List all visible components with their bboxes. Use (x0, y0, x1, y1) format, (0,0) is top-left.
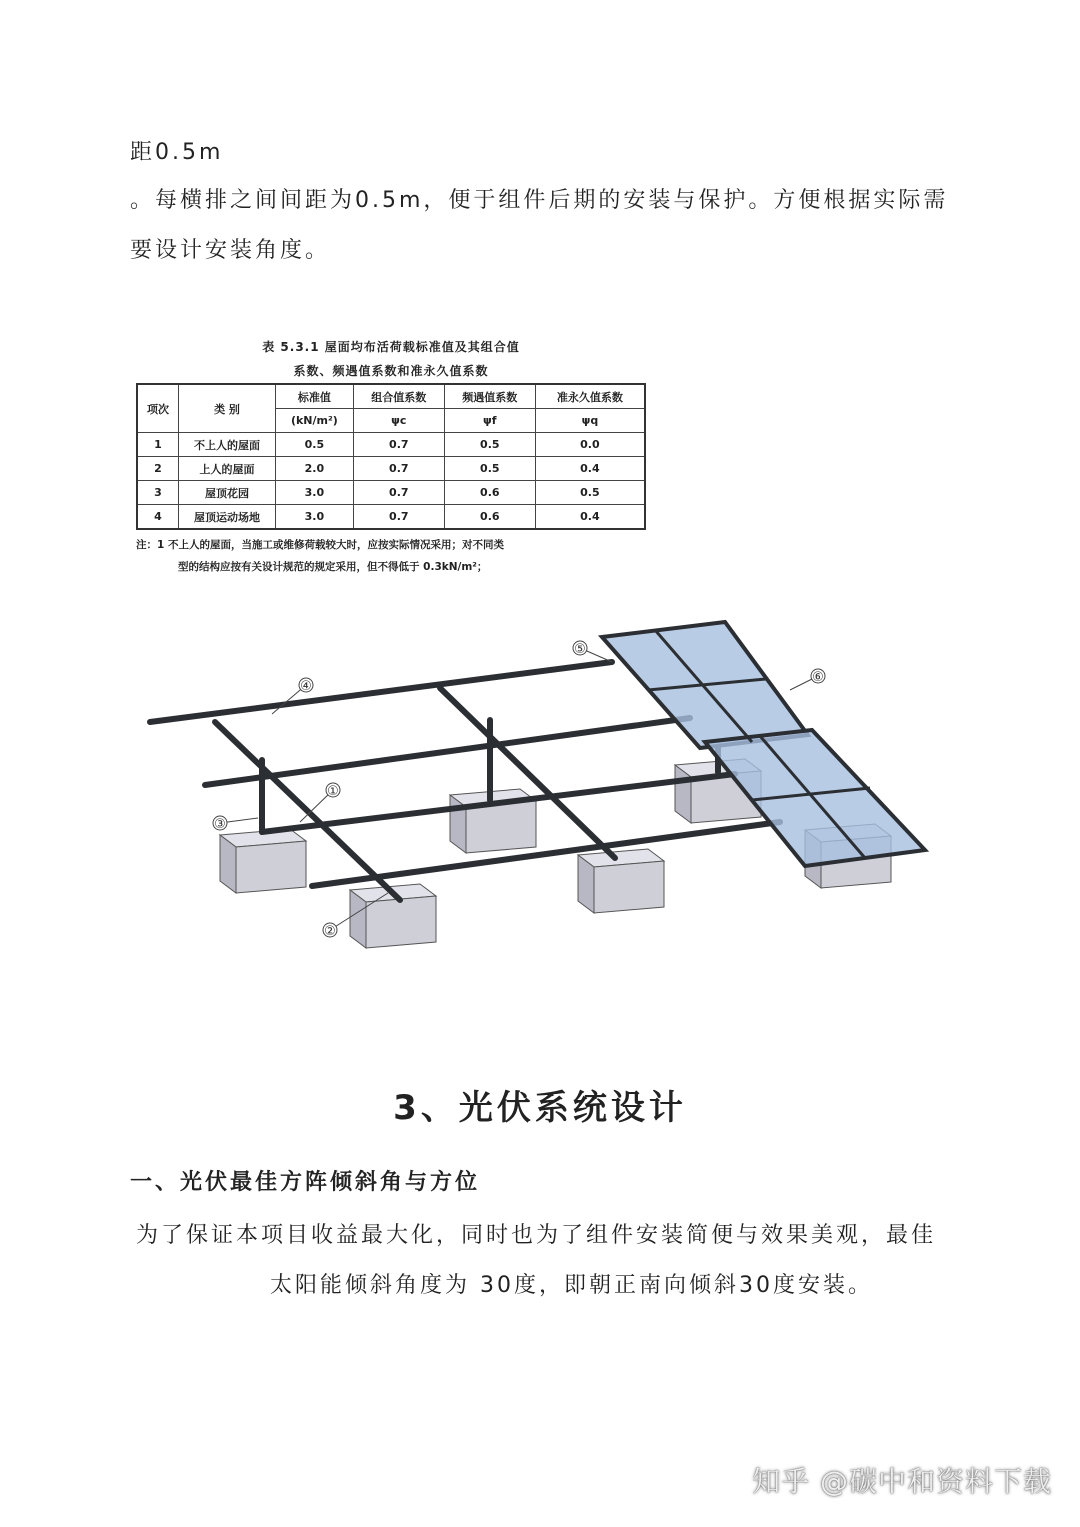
table-cell: 0.6 (444, 505, 535, 530)
section-subtitle: 一、光伏最佳方阵倾斜角与方位 (130, 1170, 481, 1195)
callout-label (213, 816, 258, 832)
table-cell: 2.0 (276, 457, 354, 481)
paragraph-line: 要设计安装角度。 (130, 238, 331, 263)
header-cell: ψc (353, 409, 444, 433)
table-cell: 0.0 (535, 433, 645, 457)
table-cell: 1 (137, 433, 179, 457)
header-cell: 组合值系数 (353, 384, 444, 409)
table-cell: 3.0 (276, 505, 354, 530)
concrete-block (220, 829, 306, 893)
header-cell: 类 别 (179, 384, 276, 433)
callout-number: ⑥ (812, 670, 824, 685)
table-cell: 0.5 (535, 481, 645, 505)
table-cell: 0.4 (535, 457, 645, 481)
table-cell: 0.6 (444, 481, 535, 505)
table-cell: 上人的屋面 (179, 457, 276, 481)
table-cell: 0.5 (444, 433, 535, 457)
body-line: 为了保证本项目收益最大化，同时也为了组件安装简便与效果美观，最佳 (136, 1223, 937, 1248)
callout-label (790, 669, 825, 690)
header-cell: 标准值 (276, 384, 354, 409)
table-cell: 3.0 (276, 481, 354, 505)
table-cell: 2 (137, 457, 179, 481)
note-line: 型的结构应按有关设计规范的规定采用，但不得低于 0.3kN/m²； (178, 561, 488, 573)
paragraph-line: 。每横排之间间距为0.5m，便于组件后期的安装与保护。方便根据实际需 (130, 188, 949, 213)
table-cell: 3 (137, 481, 179, 505)
concrete-block (578, 849, 664, 913)
callout-number: ② (324, 924, 336, 939)
callout-number: ③ (214, 817, 226, 832)
solar-panels (602, 622, 925, 866)
table-cell: 不上人的屋面 (179, 433, 276, 457)
table-caption: 表 5.3.1 屋面均布活荷载标准值及其组合值 (262, 340, 520, 354)
table-cell: 4 (137, 505, 179, 530)
table-cell: 0.7 (353, 457, 444, 481)
header-cell: 准永久值系数 (535, 384, 645, 409)
header-cell: 频遇值系数 (444, 384, 535, 409)
callout-label (272, 678, 313, 714)
callout-number: ⑤ (574, 642, 586, 657)
note-line: 注：1 不上人的屋面，当施工或维修荷载较大时，应按实际情况采用；对不同类 (136, 539, 504, 551)
table-cell: 0.7 (353, 433, 444, 457)
steel-beam (150, 662, 612, 722)
header-cell: ψf (444, 409, 535, 433)
section-title: 3、光伏系统设计 (393, 1088, 687, 1128)
header-cell: 项次 (137, 384, 179, 433)
table-cell: 屋顶运动场地 (179, 505, 276, 530)
callout-number: ④ (300, 679, 312, 694)
table-cell: 0.7 (353, 481, 444, 505)
header-cell: (kN/m²) (276, 409, 354, 433)
callout-label (300, 783, 340, 822)
watermark: 知乎 @碳中和资料下载 (752, 1465, 1052, 1498)
table-cell: 0.5 (276, 433, 354, 457)
table-cell: 屋顶花园 (179, 481, 276, 505)
table-cell: 0.4 (535, 505, 645, 530)
header-cell: ψq (535, 409, 645, 433)
body-line: 太阳能倾斜角度为 30度，即朝正南向倾斜30度安装。 (270, 1273, 873, 1298)
steel-beam (205, 718, 690, 785)
paragraph-line: 距0.5m (130, 140, 224, 165)
table-cell: 0.7 (353, 505, 444, 530)
steel-beam (312, 822, 780, 886)
table-cell: 0.5 (444, 457, 535, 481)
table-caption: 系数、频遇值系数和准永久值系数 (293, 364, 489, 378)
callout-number: ① (327, 784, 339, 799)
